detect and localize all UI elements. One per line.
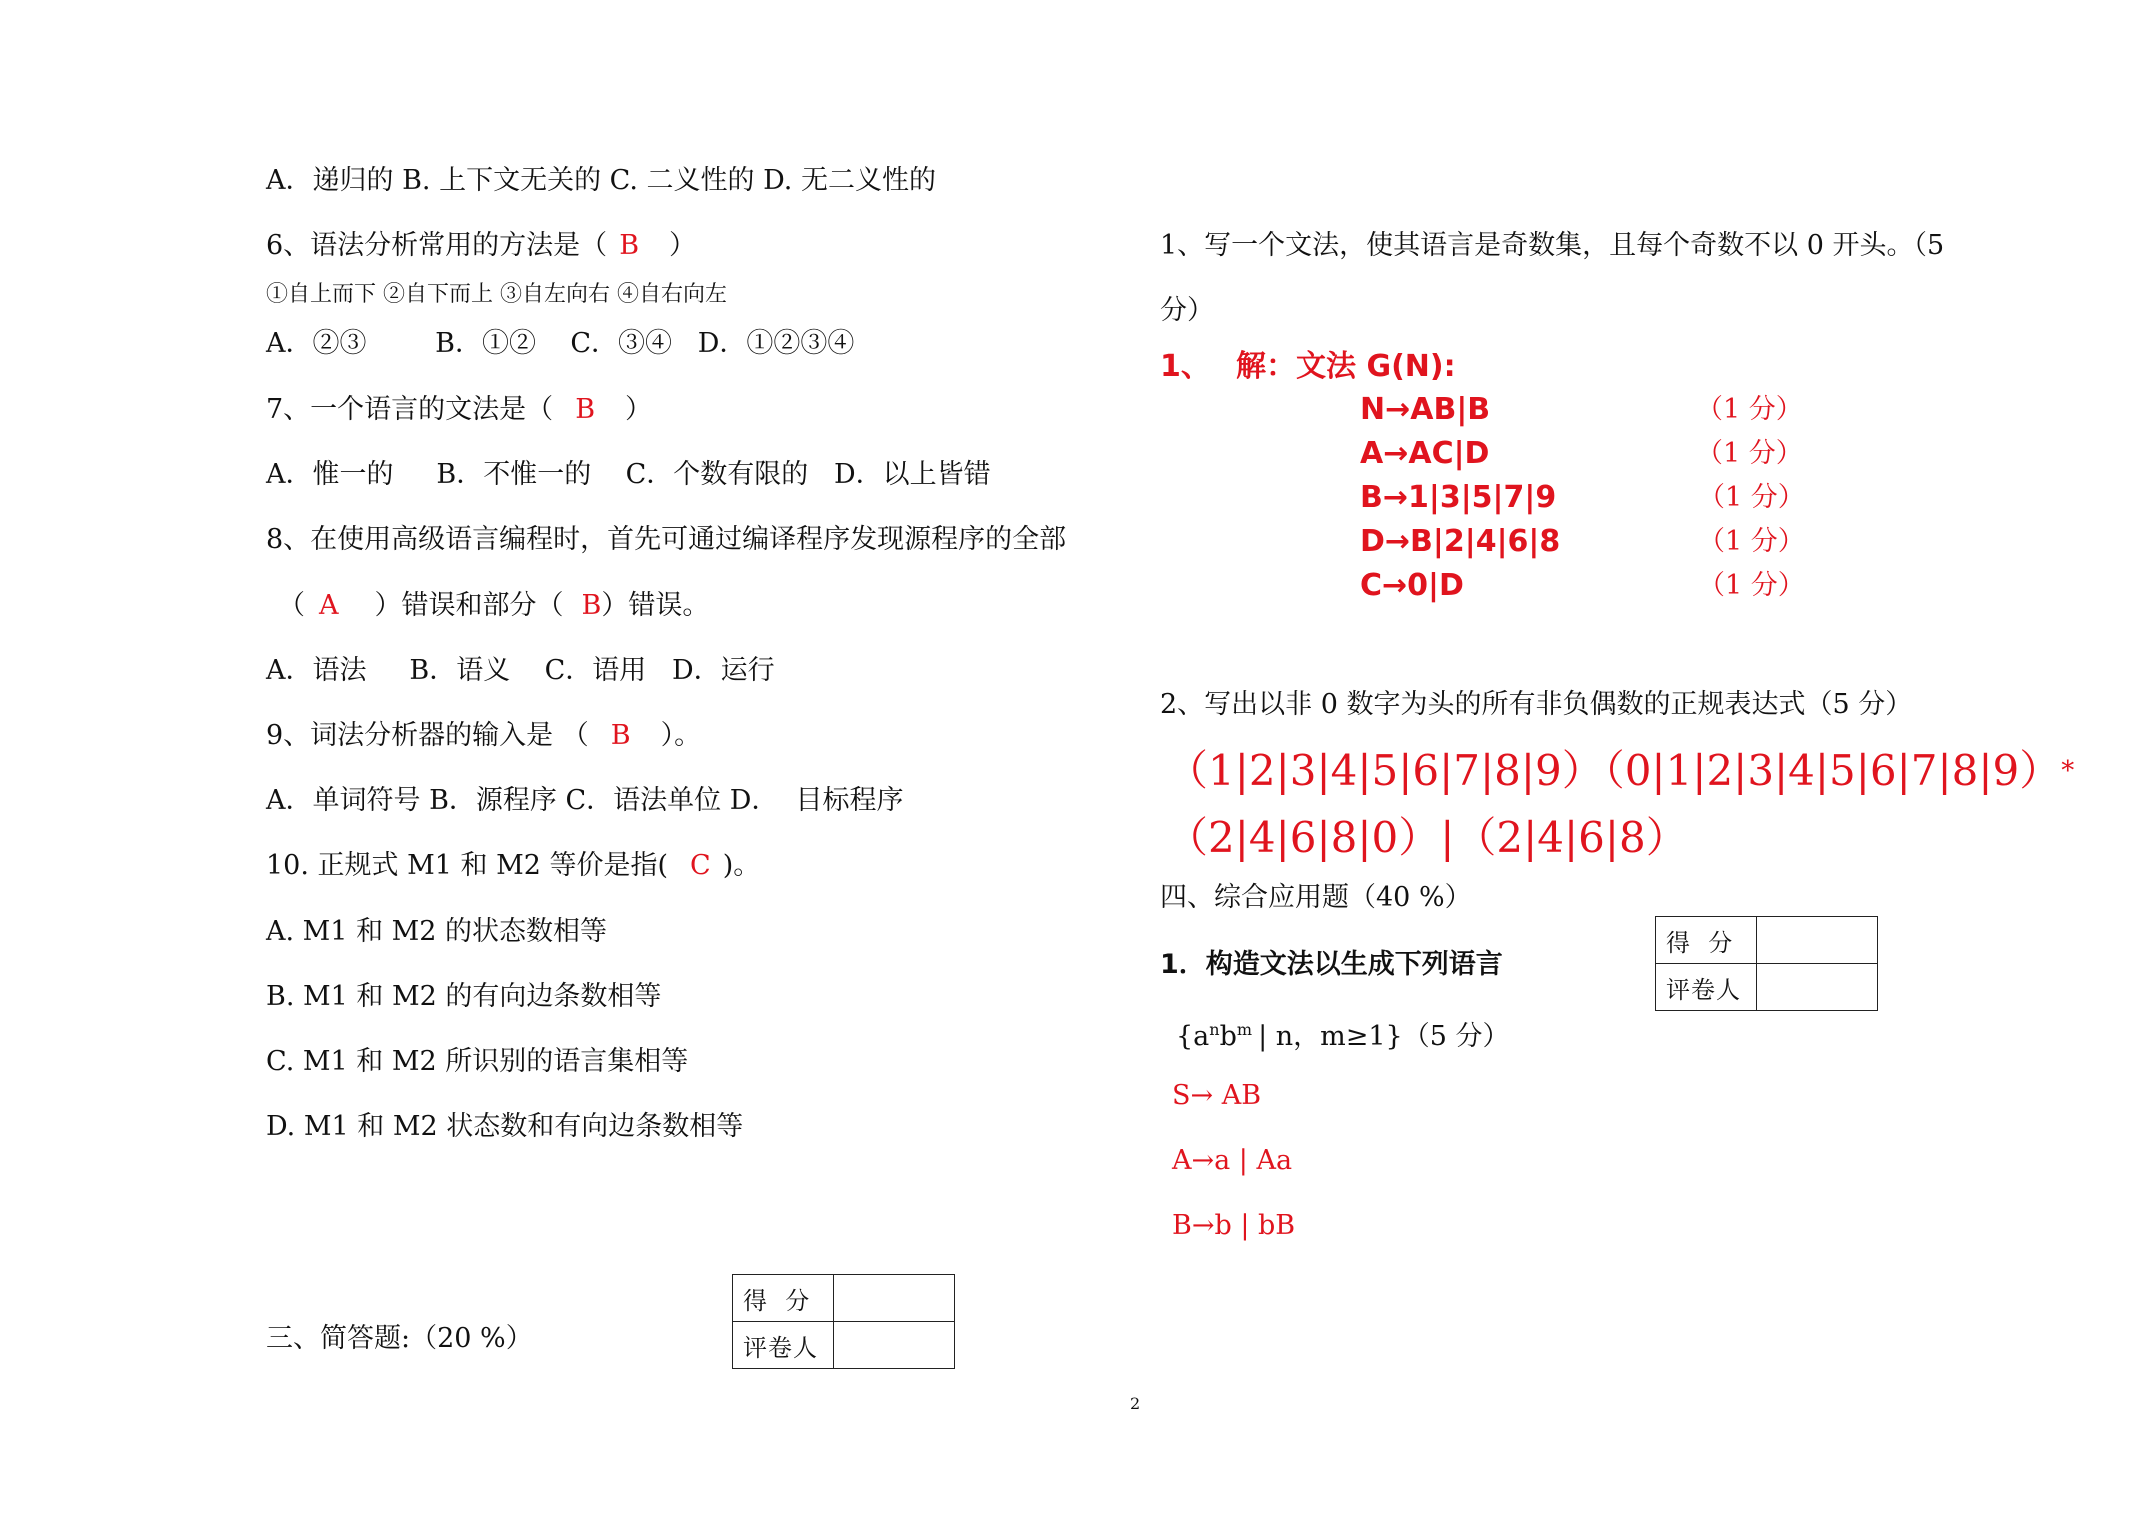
- rule-1: N→AB|B: [1360, 392, 1491, 427]
- q6-stem-text: 6、语法分析常用的方法是（: [266, 230, 608, 261]
- lang-b: b: [1219, 1021, 1237, 1052]
- grammar-rule-b: B→b | bB: [1172, 1210, 1296, 1241]
- regex-line-1: [1166, 745, 2074, 797]
- q9-options: A．单词符号 B．源程序 C．语法单位 D． 目标程序: [266, 785, 904, 816]
- q10-option-c: C. M1 和 M2 所识别的语言集相等: [266, 1046, 689, 1077]
- q10-stem-close: )。: [722, 850, 761, 881]
- score-box-right: [1655, 916, 1878, 1011]
- q10-answer: C: [690, 850, 711, 881]
- lang-open-a: {a: [1176, 1021, 1210, 1052]
- lang-condition: | n，m≥1}（5 分）: [1258, 1021, 1510, 1052]
- q8-mid-text: ）错误和部分（: [374, 590, 564, 621]
- q5-options: A．递归的 B. 上下文无关的 C. 二义性的 D. 无二义性的: [266, 165, 936, 196]
- section-3-heading: 三、简答题:（20 %）: [266, 1323, 533, 1354]
- q8-end-text: ）错误。: [601, 590, 710, 621]
- problem-2: 2、写出以非 0 数字为头的所有非负偶数的正规表达式（5 分）: [1160, 689, 1913, 720]
- q1-language: [1176, 1013, 1509, 1054]
- q10-stem-text: 10. 正规式 M1 和 M2 等价是指(: [266, 850, 669, 881]
- rule-1-points: （1 分）: [1696, 394, 1803, 425]
- grader-cell[interactable]: [834, 1322, 955, 1369]
- score-cell[interactable]: [834, 1275, 955, 1322]
- grader-label: 评卷人: [733, 1322, 834, 1369]
- section-4-heading: 四、综合应用题（40 %）: [1160, 882, 1472, 913]
- lang-exp-n: n: [1209, 1020, 1220, 1039]
- q9-stem-close: ）。: [660, 720, 702, 751]
- problem-1-line2: 分）: [1160, 295, 1214, 326]
- q8-options: A．语法 B．语义 C．语用 D．运行: [266, 655, 775, 686]
- q8-paren-open: （: [278, 590, 305, 621]
- q8-answer-2: B: [581, 590, 602, 621]
- problem-1-line1: 1、写一个文法，使其语言是奇数集，且每个奇数不以 0 开头。（5: [1160, 230, 1945, 261]
- q7-answer: B: [575, 394, 596, 425]
- q8-answer-1: A: [319, 590, 339, 621]
- q10-option-d: D. M1 和 M2 状态数和有向边条数相等: [266, 1111, 744, 1142]
- q7-stem: [266, 393, 652, 427]
- page-number: 2: [1130, 1394, 1141, 1413]
- q9-stem-text: 9、词法分析器的输入是 （: [266, 720, 589, 751]
- score-label: 得 分: [733, 1275, 834, 1322]
- grader-cell[interactable]: [1757, 964, 1878, 1011]
- q8-line2: [278, 589, 709, 623]
- q6-answer: B: [619, 230, 640, 261]
- lang-exp-m: m: [1236, 1020, 1253, 1039]
- grader-label: 评卷人: [1656, 964, 1757, 1011]
- rule-4: D→B|2|4|6|8: [1360, 524, 1561, 559]
- q10-stem: [266, 849, 760, 883]
- grammar-rule-s: S→ AB: [1172, 1080, 1262, 1111]
- score-label: 得 分: [1656, 917, 1757, 964]
- regex-line-2: （2|4|6|8|0）|（2|4|6|8）: [1166, 813, 1688, 862]
- rule-5-points: （1 分）: [1698, 570, 1805, 601]
- q6-items: ①自上而下 ②自下而上 ③自左向右 ④自右向左: [266, 282, 727, 307]
- q6-stem-close: ）: [669, 230, 697, 261]
- q10-option-b: B. M1 和 M2 的有向边条数相等: [266, 981, 662, 1012]
- rule-3: B→1|3|5|7|9: [1360, 480, 1557, 515]
- q6-options: A．②③ B．①② C．③④ D．①②③④: [266, 328, 855, 359]
- q7-stem-close: ）: [625, 394, 653, 425]
- q9-answer: B: [610, 720, 631, 751]
- rule-2-points: （1 分）: [1696, 438, 1803, 469]
- solution-heading: 解：文法 G(N):: [1236, 349, 1456, 384]
- q9-stem: [266, 719, 701, 753]
- score-box-left: [732, 1274, 955, 1369]
- q1-title: 1．构造文法以生成下列语言: [1160, 949, 1503, 980]
- q7-stem-text: 7、一个语言的文法是（: [266, 394, 554, 425]
- rule-2: A→AC|D: [1360, 436, 1490, 471]
- regex-line-1-text: （1|2|3|4|5|6|7|8|9）（0|1|2|3|4|5|6|7|8|9）: [1166, 746, 2062, 795]
- solution-number: 1、: [1160, 349, 1211, 384]
- q7-options: A．惟一的 B．不惟一的 C．个数有限的 D．以上皆错: [266, 459, 991, 490]
- regex-star: *: [2061, 756, 2075, 786]
- grammar-rule-a: A→a | Aa: [1172, 1145, 1293, 1176]
- score-cell[interactable]: [1757, 917, 1878, 964]
- rule-3-points: （1 分）: [1698, 482, 1805, 513]
- q8-line1: 8、在使用高级语言编程时，首先可通过编译程序发现源程序的全部: [266, 524, 1067, 555]
- q10-option-a: A. M1 和 M2 的状态数相等: [266, 916, 608, 947]
- rule-4-points: （1 分）: [1698, 526, 1805, 557]
- q6-stem: [266, 229, 696, 263]
- rule-5: C→0|D: [1360, 568, 1464, 603]
